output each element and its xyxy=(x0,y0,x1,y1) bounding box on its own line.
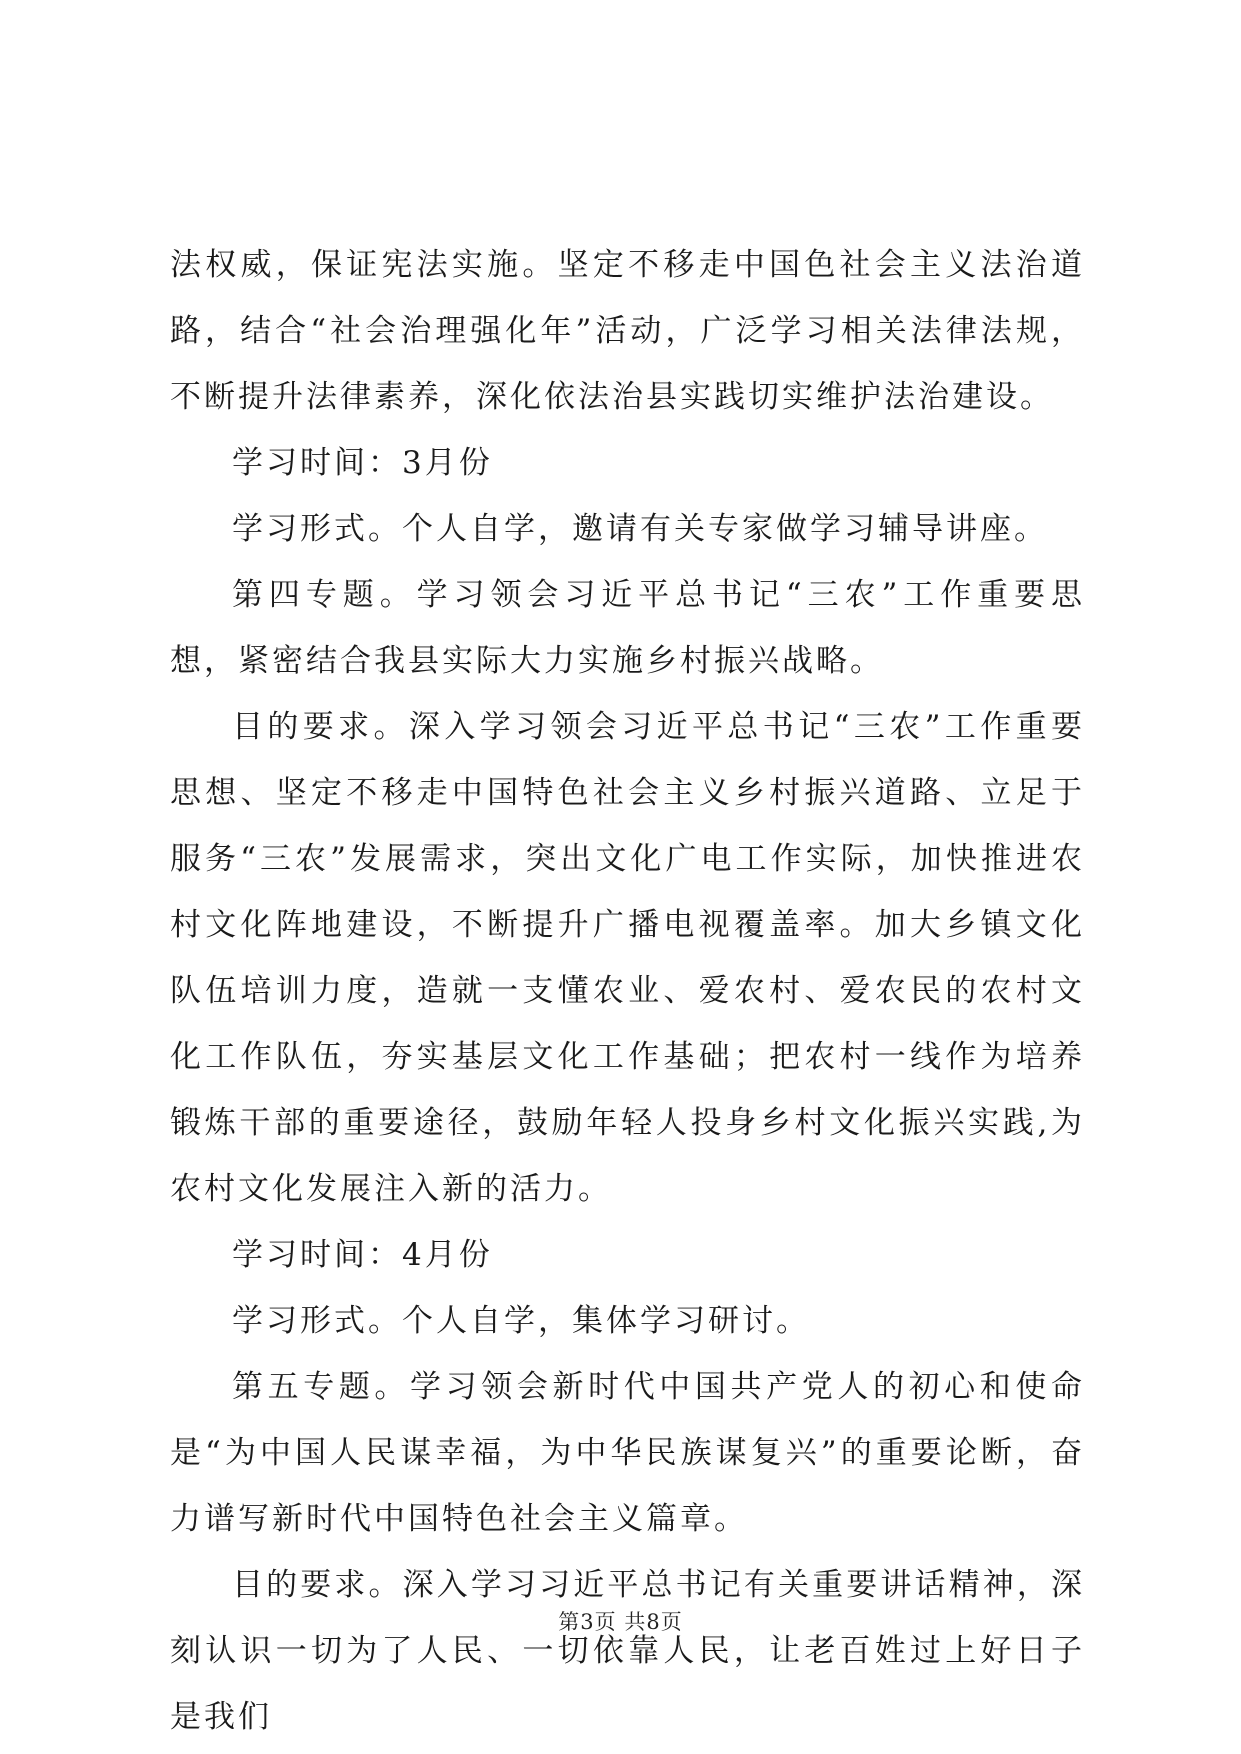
paragraph-5: 目的要求。深入学习领会习近平总书记“三农”工作重要思想、坚定不移走中国特色社会主义乡村振兴道路、立足于服务“三农”发展需求，突出文化广电工作实际，加快推进农村文化阵地建设，不断提升广播电视覆盖率。加大乡镇文化队伍培训力度，造就一支懂农业、爱农村、爱农民的农村文化工作队伍，夯实基层文化工作基础；把农村一线作为培养锻炼干部的重要途径，鼓励年轻人投身乡村文化振兴实践,为农村文化发展注入新的活力。 xyxy=(170,709,1085,1207)
page-footer xyxy=(0,1608,1241,1636)
paragraph-3: 学习形式。个人自学，邀请有关专家做学习辅导讲座。 xyxy=(232,511,1048,547)
paragraph-6: 学习时间：4月份 xyxy=(232,1237,493,1273)
paragraph-7: 学习形式。个人自学，集体学习研讨。 xyxy=(232,1303,810,1339)
document-body xyxy=(170,232,1085,1750)
paragraph-9: 目的要求。深入学习习近平总书记有关重要讲话精神，深刻认识一切为了人民、一切依靠人民，让老百姓过上好日子是我们 xyxy=(170,1567,1085,1735)
paragraph-4: 第四专题。学习领会习近平总书记“三农”工作重要思想，紧密结合我县实际大力实施乡村振兴战略。 xyxy=(170,577,1085,679)
page-number-label: 第3页 共8页 xyxy=(558,1610,683,1634)
paragraph-2: 学习时间：3月份 xyxy=(232,445,493,481)
paragraph-1: 法权威，保证宪法实施。坚定不移走中国色社会主义法治道路，结合“社会治理强化年”活动，广泛学习相关法律法规，不断提升法律素养，深化依法治县实践切实维护法治建设。 xyxy=(170,247,1085,415)
paragraph-8: 第五专题。学习领会新时代中国共产党人的初心和使命是“为中国人民谋幸福，为中华民族谋复兴”的重要论断，奋力谱写新时代中国特色社会主义篇章。 xyxy=(170,1369,1085,1537)
